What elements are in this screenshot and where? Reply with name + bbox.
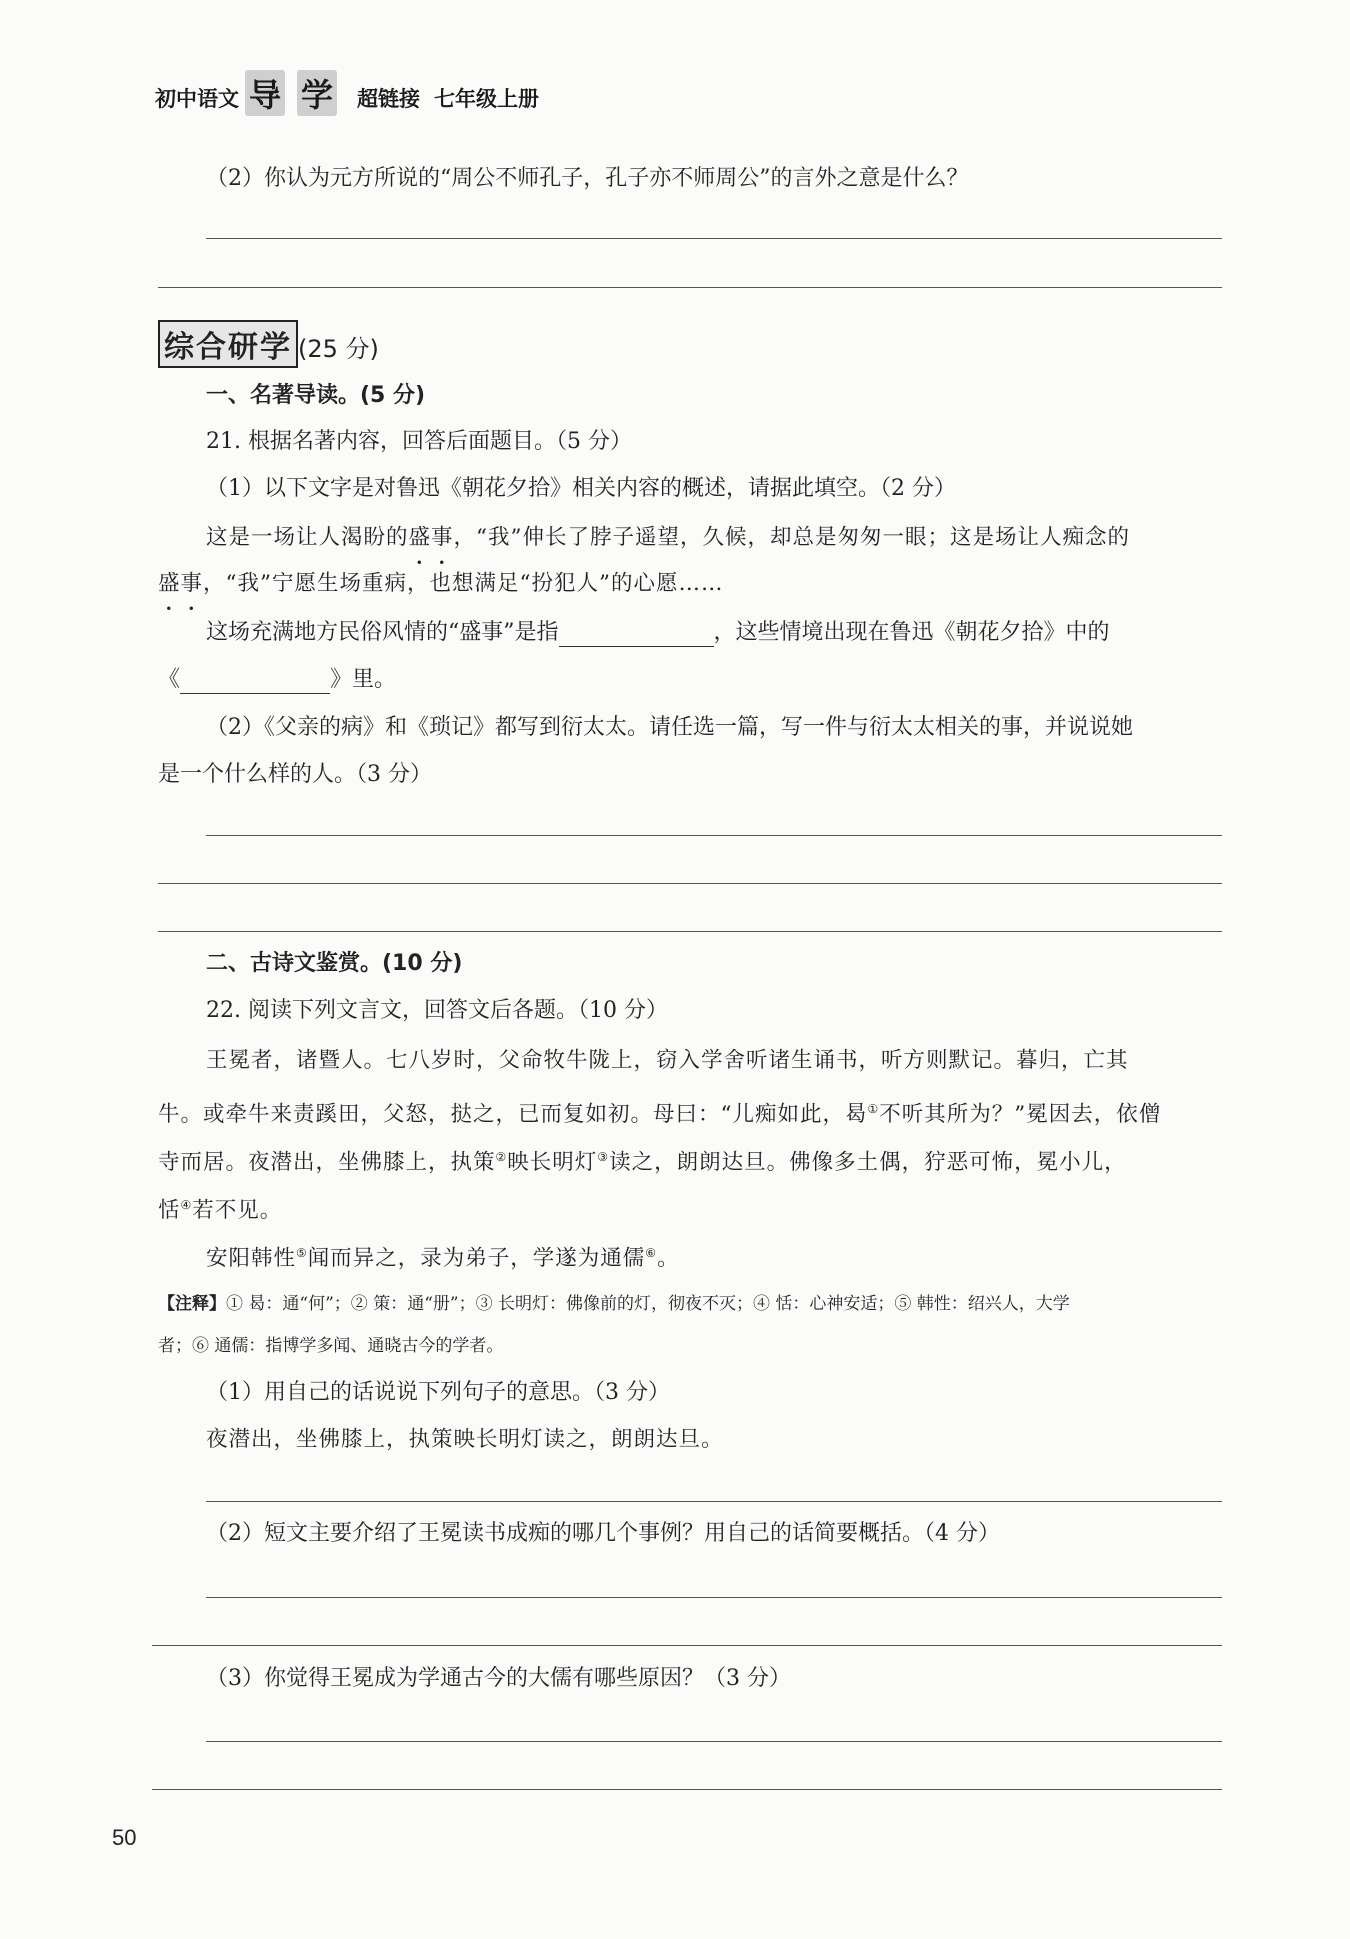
section-points: (25 分) <box>298 335 379 363</box>
footnote-mark: ⑥ <box>645 1246 658 1260</box>
q22-3: （3）你觉得王冕成为学通古今的大儒有哪些原因？（3 分） <box>206 1666 791 1691</box>
part1-heading: 一、名著导读。(5 分) <box>206 383 426 408</box>
footnote-mark: ② <box>495 1150 508 1164</box>
page-number: 50 <box>112 1825 137 1850</box>
footnote-mark: ⑤ <box>296 1246 308 1260</box>
notes-line-1: 【注释】① 曷：通“何”；② 策：通“册”；③ 长明灯：佛像前的灯，彻夜不灭；④ 恬：心神安适；⑤ 韩性：绍兴人，大学 <box>158 1294 1070 1314</box>
answer-line[interactable] <box>158 931 1222 932</box>
emphasis-char: 事 <box>180 571 204 596</box>
book-header <box>155 70 539 116</box>
footnote-mark: ③ <box>597 1150 610 1164</box>
section-title <box>158 320 379 368</box>
answer-line[interactable] <box>206 1501 1222 1502</box>
answer-line[interactable] <box>206 238 1222 239</box>
footnote-mark: ④ <box>180 1198 193 1212</box>
fill-blank-1[interactable] <box>559 622 714 647</box>
q22-2: （2）短文主要介绍了王冕读书成痴的哪几个事例？用自己的话简要概括。（4 分） <box>206 1521 1000 1546</box>
classical-text-line-5: 安阳韩性⑤闻而异之，录为弟子，学遂为通儒⑥。 <box>206 1246 680 1272</box>
answer-line[interactable] <box>158 287 1222 288</box>
notes-label: 【注释】 <box>158 1294 226 1314</box>
answer-line[interactable] <box>158 883 1222 884</box>
passage-line-2: 盛事，“我”宁愿生场重病，也想满足“扮犯人”的心愿…… <box>158 571 724 596</box>
header-subject: 初中语文 <box>155 87 239 111</box>
q22-1: （1）用自己的话说说下列句子的意思。（3 分） <box>206 1380 670 1405</box>
emphasis-char: 盛 <box>158 571 181 596</box>
fill-blank-2[interactable] <box>180 669 330 694</box>
q21-2-line1: （2）《父亲的病》和《琐记》都写到衍太太。请任选一篇，写一件与衍太太相关的事，并说说她 <box>206 715 1134 740</box>
answer-line[interactable] <box>152 1645 1222 1646</box>
header-link: 超链接 <box>357 87 421 111</box>
classical-text-line-1: 王冕者，诸暨人。七八岁时，父命牧牛陇上，窃入学舍听诸生诵书，听方则默记。暮归，亡其 <box>206 1048 1129 1073</box>
answer-line[interactable] <box>152 1789 1222 1790</box>
classical-text-line-4: 恬④若不见。 <box>158 1198 283 1224</box>
header-dao: 导 <box>245 70 285 116</box>
answer-line[interactable] <box>206 835 1222 836</box>
q21-1: （1）以下文字是对鲁迅《朝花夕拾》相关内容的概述，请据此填空。（2 分） <box>206 476 956 501</box>
section-title-box: 综合研学 <box>158 320 298 368</box>
fill-line-2: 《 》里。 <box>158 667 397 692</box>
answer-line[interactable] <box>206 1741 1222 1742</box>
answer-line[interactable] <box>206 1597 1222 1598</box>
question-top-2: （2）你认为元方所说的“周公不师孔子，孔子亦不师周公”的言外之意是什么？ <box>206 166 969 191</box>
emphasis-char: 盛 <box>408 525 432 550</box>
header-xue: 学 <box>297 70 337 116</box>
emphasis-char: 事 <box>431 525 454 550</box>
footnote-mark: ① <box>867 1102 880 1116</box>
q21-2-line2: 是一个什么样的人。（3 分） <box>158 762 432 787</box>
fill-line-1: 这场充满地方民俗风情的“盛事”是指 ，这些情境出现在鲁迅《朝花夕拾》中的 <box>206 620 1110 645</box>
q22: 22. 阅读下列文言文，回答文后各题。（10 分） <box>206 998 668 1023</box>
part2-heading: 二、古诗文鉴赏。(10 分) <box>206 951 463 976</box>
q22-1-sentence: 夜潜出，坐佛膝上，执策映长明灯读之，朗朗达旦。 <box>206 1427 724 1452</box>
q21: 21. 根据名著内容，回答后面题目。（5 分） <box>206 429 632 454</box>
classical-text-line-3: 寺而居。夜潜出，坐佛膝上，执策②映长明灯③读之，朗朗达旦。佛像多土偶，狞恶可怖，冕小儿， <box>158 1150 1127 1176</box>
notes-line-2: 者；⑥ 通儒：指博学多闻、通晓古今的学者。 <box>158 1336 504 1356</box>
header-grade: 七年级上册 <box>434 87 540 111</box>
classical-text-line-2: 牛。或牵牛来责蹊田，父怒，挞之，已而复如初。母曰：“儿痴如此，曷①不听其所为？”冕因去，依僧 <box>158 1102 1162 1128</box>
passage-line-1: 这是一场让人渴盼的盛事，“我”伸长了脖子遥望，久候，却总是匆匆一眼；这是场让人痴念的 <box>206 525 1131 550</box>
